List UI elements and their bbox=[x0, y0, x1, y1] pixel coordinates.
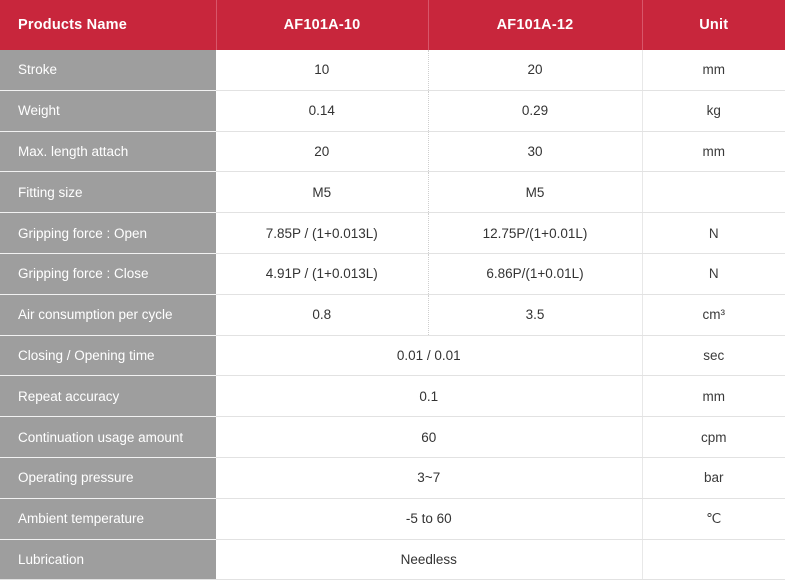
row-label: Ambient temperature bbox=[0, 498, 216, 539]
row-value-model-2: 3.5 bbox=[428, 294, 642, 335]
row-label: Weight bbox=[0, 90, 216, 131]
row-value-model-1: 20 bbox=[216, 131, 428, 172]
table-header bbox=[0, 0, 785, 50]
row-unit: kg bbox=[642, 90, 785, 131]
row-value-model-2: 20 bbox=[428, 50, 642, 90]
row-value-merged: 60 bbox=[216, 417, 642, 458]
row-value-model-2: 0.29 bbox=[428, 90, 642, 131]
row-value-model-1: 10 bbox=[216, 50, 428, 90]
table-row bbox=[0, 498, 785, 539]
table-row bbox=[0, 131, 785, 172]
row-unit bbox=[642, 172, 785, 213]
table-row bbox=[0, 213, 785, 254]
row-unit: N bbox=[642, 213, 785, 254]
row-value-model-2: 6.86P/(1+0.01L) bbox=[428, 253, 642, 294]
table-row bbox=[0, 50, 785, 90]
row-label: Stroke bbox=[0, 50, 216, 90]
row-unit: N bbox=[642, 253, 785, 294]
row-unit: sec bbox=[642, 335, 785, 376]
table-row bbox=[0, 539, 785, 580]
row-unit: ℃ bbox=[642, 498, 785, 539]
row-unit: mm bbox=[642, 376, 785, 417]
row-value-model-1: 7.85P / (1+0.013L) bbox=[216, 213, 428, 254]
row-unit: mm bbox=[642, 50, 785, 90]
table-row bbox=[0, 417, 785, 458]
row-label: Continuation usage amount bbox=[0, 417, 216, 458]
row-value-model-2: M5 bbox=[428, 172, 642, 213]
table-header-row bbox=[0, 0, 785, 50]
row-label: Lubrication bbox=[0, 539, 216, 580]
row-unit: bar bbox=[642, 457, 785, 498]
row-label: Air consumption per cycle bbox=[0, 294, 216, 335]
column-header-products-name: Products Name bbox=[0, 0, 216, 50]
row-label: Repeat accuracy bbox=[0, 376, 216, 417]
table-row bbox=[0, 253, 785, 294]
row-unit: mm bbox=[642, 131, 785, 172]
table-row bbox=[0, 90, 785, 131]
row-label: Fitting size bbox=[0, 172, 216, 213]
table-body bbox=[0, 50, 785, 580]
table-row bbox=[0, 457, 785, 498]
row-value-model-1: 0.8 bbox=[216, 294, 428, 335]
table-row bbox=[0, 172, 785, 213]
row-label: Max. length attach bbox=[0, 131, 216, 172]
row-label: Operating pressure bbox=[0, 457, 216, 498]
table-row bbox=[0, 376, 785, 417]
row-value-model-2: 30 bbox=[428, 131, 642, 172]
row-value-model-1: M5 bbox=[216, 172, 428, 213]
row-value-merged: Needless bbox=[216, 539, 642, 580]
column-header-model-1: AF101A-10 bbox=[216, 0, 428, 50]
row-value-merged: 3~7 bbox=[216, 457, 642, 498]
row-unit: cm³ bbox=[642, 294, 785, 335]
row-value-model-1: 0.14 bbox=[216, 90, 428, 131]
row-label: Closing / Opening time bbox=[0, 335, 216, 376]
row-label: Gripping force : Close bbox=[0, 253, 216, 294]
row-value-merged: 0.1 bbox=[216, 376, 642, 417]
table-row bbox=[0, 335, 785, 376]
row-value-merged: -5 to 60 bbox=[216, 498, 642, 539]
column-header-unit: Unit bbox=[642, 0, 785, 50]
row-label: Gripping force : Open bbox=[0, 213, 216, 254]
row-unit: cpm bbox=[642, 417, 785, 458]
column-header-model-2: AF101A-12 bbox=[428, 0, 642, 50]
row-value-merged: 0.01 / 0.01 bbox=[216, 335, 642, 376]
row-value-model-2: 12.75P/(1+0.01L) bbox=[428, 213, 642, 254]
table-row bbox=[0, 294, 785, 335]
row-value-model-1: 4.91P / (1+0.013L) bbox=[216, 253, 428, 294]
row-unit bbox=[642, 539, 785, 580]
